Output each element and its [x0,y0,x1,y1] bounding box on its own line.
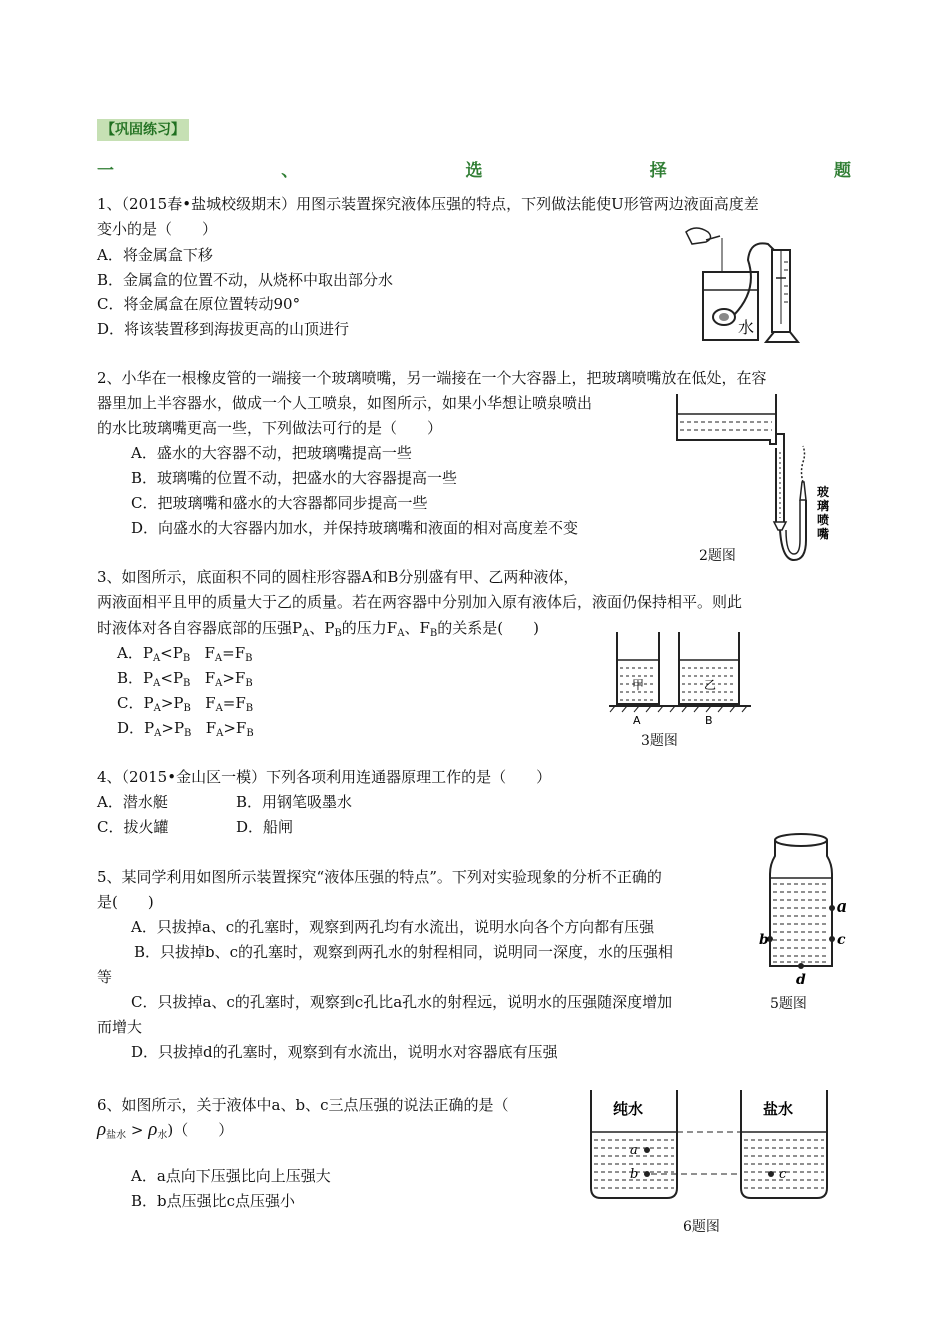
q3-option-d: D．$P_A>P_B$ $F_A>F_B$ [117,719,254,739]
q6-point-a: a [630,1143,638,1158]
q3-option-a: A．$P_A<P_B$ $F_A=F_B$ [117,644,253,664]
q3-fig-liquid-a: 甲 [632,678,645,692]
q2-fig-label-3: 喷 [817,513,830,527]
q5-point-b: b [759,932,769,948]
q2-figure [672,390,844,570]
q6-point-b: b [630,1167,639,1182]
q1-fig-label: 水 [738,318,755,337]
q3-caption: 3题图 [641,733,678,749]
q5-option-b-line2: 等 [97,968,113,986]
q1-option-c: C．将金属盒在原位置转动90° [97,295,301,313]
q2-fig-label-4: 嘴 [817,527,830,541]
q4-option-b: B．用钢笔吸墨水 [236,793,353,811]
q6-stem: 6、如图所示，关于液体中a、b、c三点压强的说法正确的是（ [97,1096,509,1114]
q1-stem-line1: 1、（2015春•盐城校级期末）用图示装置探究液体压强的特点，下列做法能使U形管两边液面高度差 [97,195,759,213]
q1-figure [678,220,808,345]
q5-option-d: D．只拔掉d的孔塞时，观察到有水流出，说明水对容器底有压强 [131,1043,558,1061]
q2-stem-line2: 器里加上半容器水，做成一个人工喷泉，如图所示，如果小华想让喷泉喷出 [97,394,593,412]
section-tag: 【巩固练习】 [97,119,189,141]
q4-option-a: A．潜水艇 [97,793,168,811]
q3-stem-line1: 3、如图所示，底面积不同的圆柱形容器A和B分别盛有甲、乙两种液体， [97,568,579,586]
q2-fig-label-1: 玻 [817,485,830,499]
q2-option-d: D．向盛水的大容器内加水，并保持玻璃嘴和液面的相对高度差不变 [131,519,579,537]
q4-option-d: D．船闸 [236,818,294,836]
q2-option-a: A．盛水的大容器不动，把玻璃嘴提高一些 [131,444,412,462]
q5-option-b-line1: B．只拔掉b、c的孔塞时，观察到两孔水的射程相同，说明同一深度，水的压强相 [134,943,674,961]
q5-figure [758,832,848,988]
q3-option-c: C．$P_A>P_B$ $F_A=F_B$ [117,694,254,714]
q6-option-a: A．a点向下压强比向上压强大 [131,1167,331,1185]
q3-figure [605,628,755,726]
q4-stem: 4、（2015•金山区一模）下列各项利用连通器原理工作的是（ ） [97,768,552,786]
heading-char: 题 [834,161,851,181]
q5-point-a: a [837,896,847,917]
q3-fig-label-b: B [705,714,713,726]
q6-fig-right-title: 盐水 [763,1100,794,1118]
q5-stem-line1: 5、某同学利用如图所示装置探究“液体压强的特点”。下列对实验现象的分析不正确的 [97,868,662,886]
q2-fig-label-2: 璃 [817,499,830,513]
q6-figure [583,1088,835,1204]
q6-condition: $\rho_{盐水} > \rho_水$)（ ） [97,1119,234,1141]
q3-stem-line2: 两液面相平且甲的质量大于乙的质量。若在两容器中分别加入原有液体后，液面仍保持相平。则此 [97,593,743,611]
q1-option-a: A．将金属盒下移 [97,246,213,264]
q2-option-c: C．把玻璃嘴和盛水的大容器都同步提高一些 [131,494,428,512]
q1-option-d: D．将该装置移到海拔更高的山顶进行 [97,320,350,338]
q5-point-d: d [796,972,806,988]
heading-char: 选 [465,161,483,181]
heading-char: 择 [649,161,667,181]
q4-option-c: C．拔火罐 [97,818,169,836]
q2-option-b: B．玻璃嘴的位置不动，把盛水的大容器提高一些 [131,469,458,487]
q5-option-a: A．只拔掉a、c的孔塞时，观察到两孔均有水流出，说明水向各个方向都有压强 [131,918,655,936]
section-heading [97,156,851,182]
q6-caption: 6题图 [683,1219,720,1235]
q5-caption: 5题图 [770,996,807,1012]
q3-fig-liquid-b: 乙 [704,678,717,692]
q2-stem-line1: 2、小华在一根橡皮管的一端接一个玻璃喷嘴，另一端接在一个大容器上，把玻璃喷嘴放在低处，在容 [97,369,767,387]
q5-option-c-line1: C．只拔掉a、c的孔塞时，观察到c孔比a孔水的射程远，说明水的压强随深度增加 [131,993,673,1011]
q6-point-c: c [779,1167,787,1182]
q3-stem-line3: 时液体对各自容器底部的压强$P_A$、$P_B$的压力$F_A$、$F_B$的关系是( ) [97,619,539,639]
q6-fig-left-title: 纯水 [613,1100,644,1118]
heading-char: 、 [281,161,299,181]
heading-char: 一 [97,161,114,181]
q5-option-c-line2: 而增大 [97,1018,143,1036]
q2-caption: 2题图 [699,548,736,564]
q1-stem-line2: 变小的是（ ） [97,220,218,238]
q2-stem-line3: 的水比玻璃嘴更高一些，下列做法可行的是（ ） [97,419,443,437]
q1-option-b: B．金属盒的位置不动，从烧杯中取出部分水 [97,271,394,289]
q3-option-b: B．$P_A<P_B$ $F_A>F_B$ [117,669,253,689]
q5-point-c: c [837,932,846,948]
q3-fig-label-a: A [633,714,641,726]
q5-stem-line2: 是( ) [97,893,154,911]
q6-option-b: B．b点压强比c点压强小 [131,1192,296,1210]
